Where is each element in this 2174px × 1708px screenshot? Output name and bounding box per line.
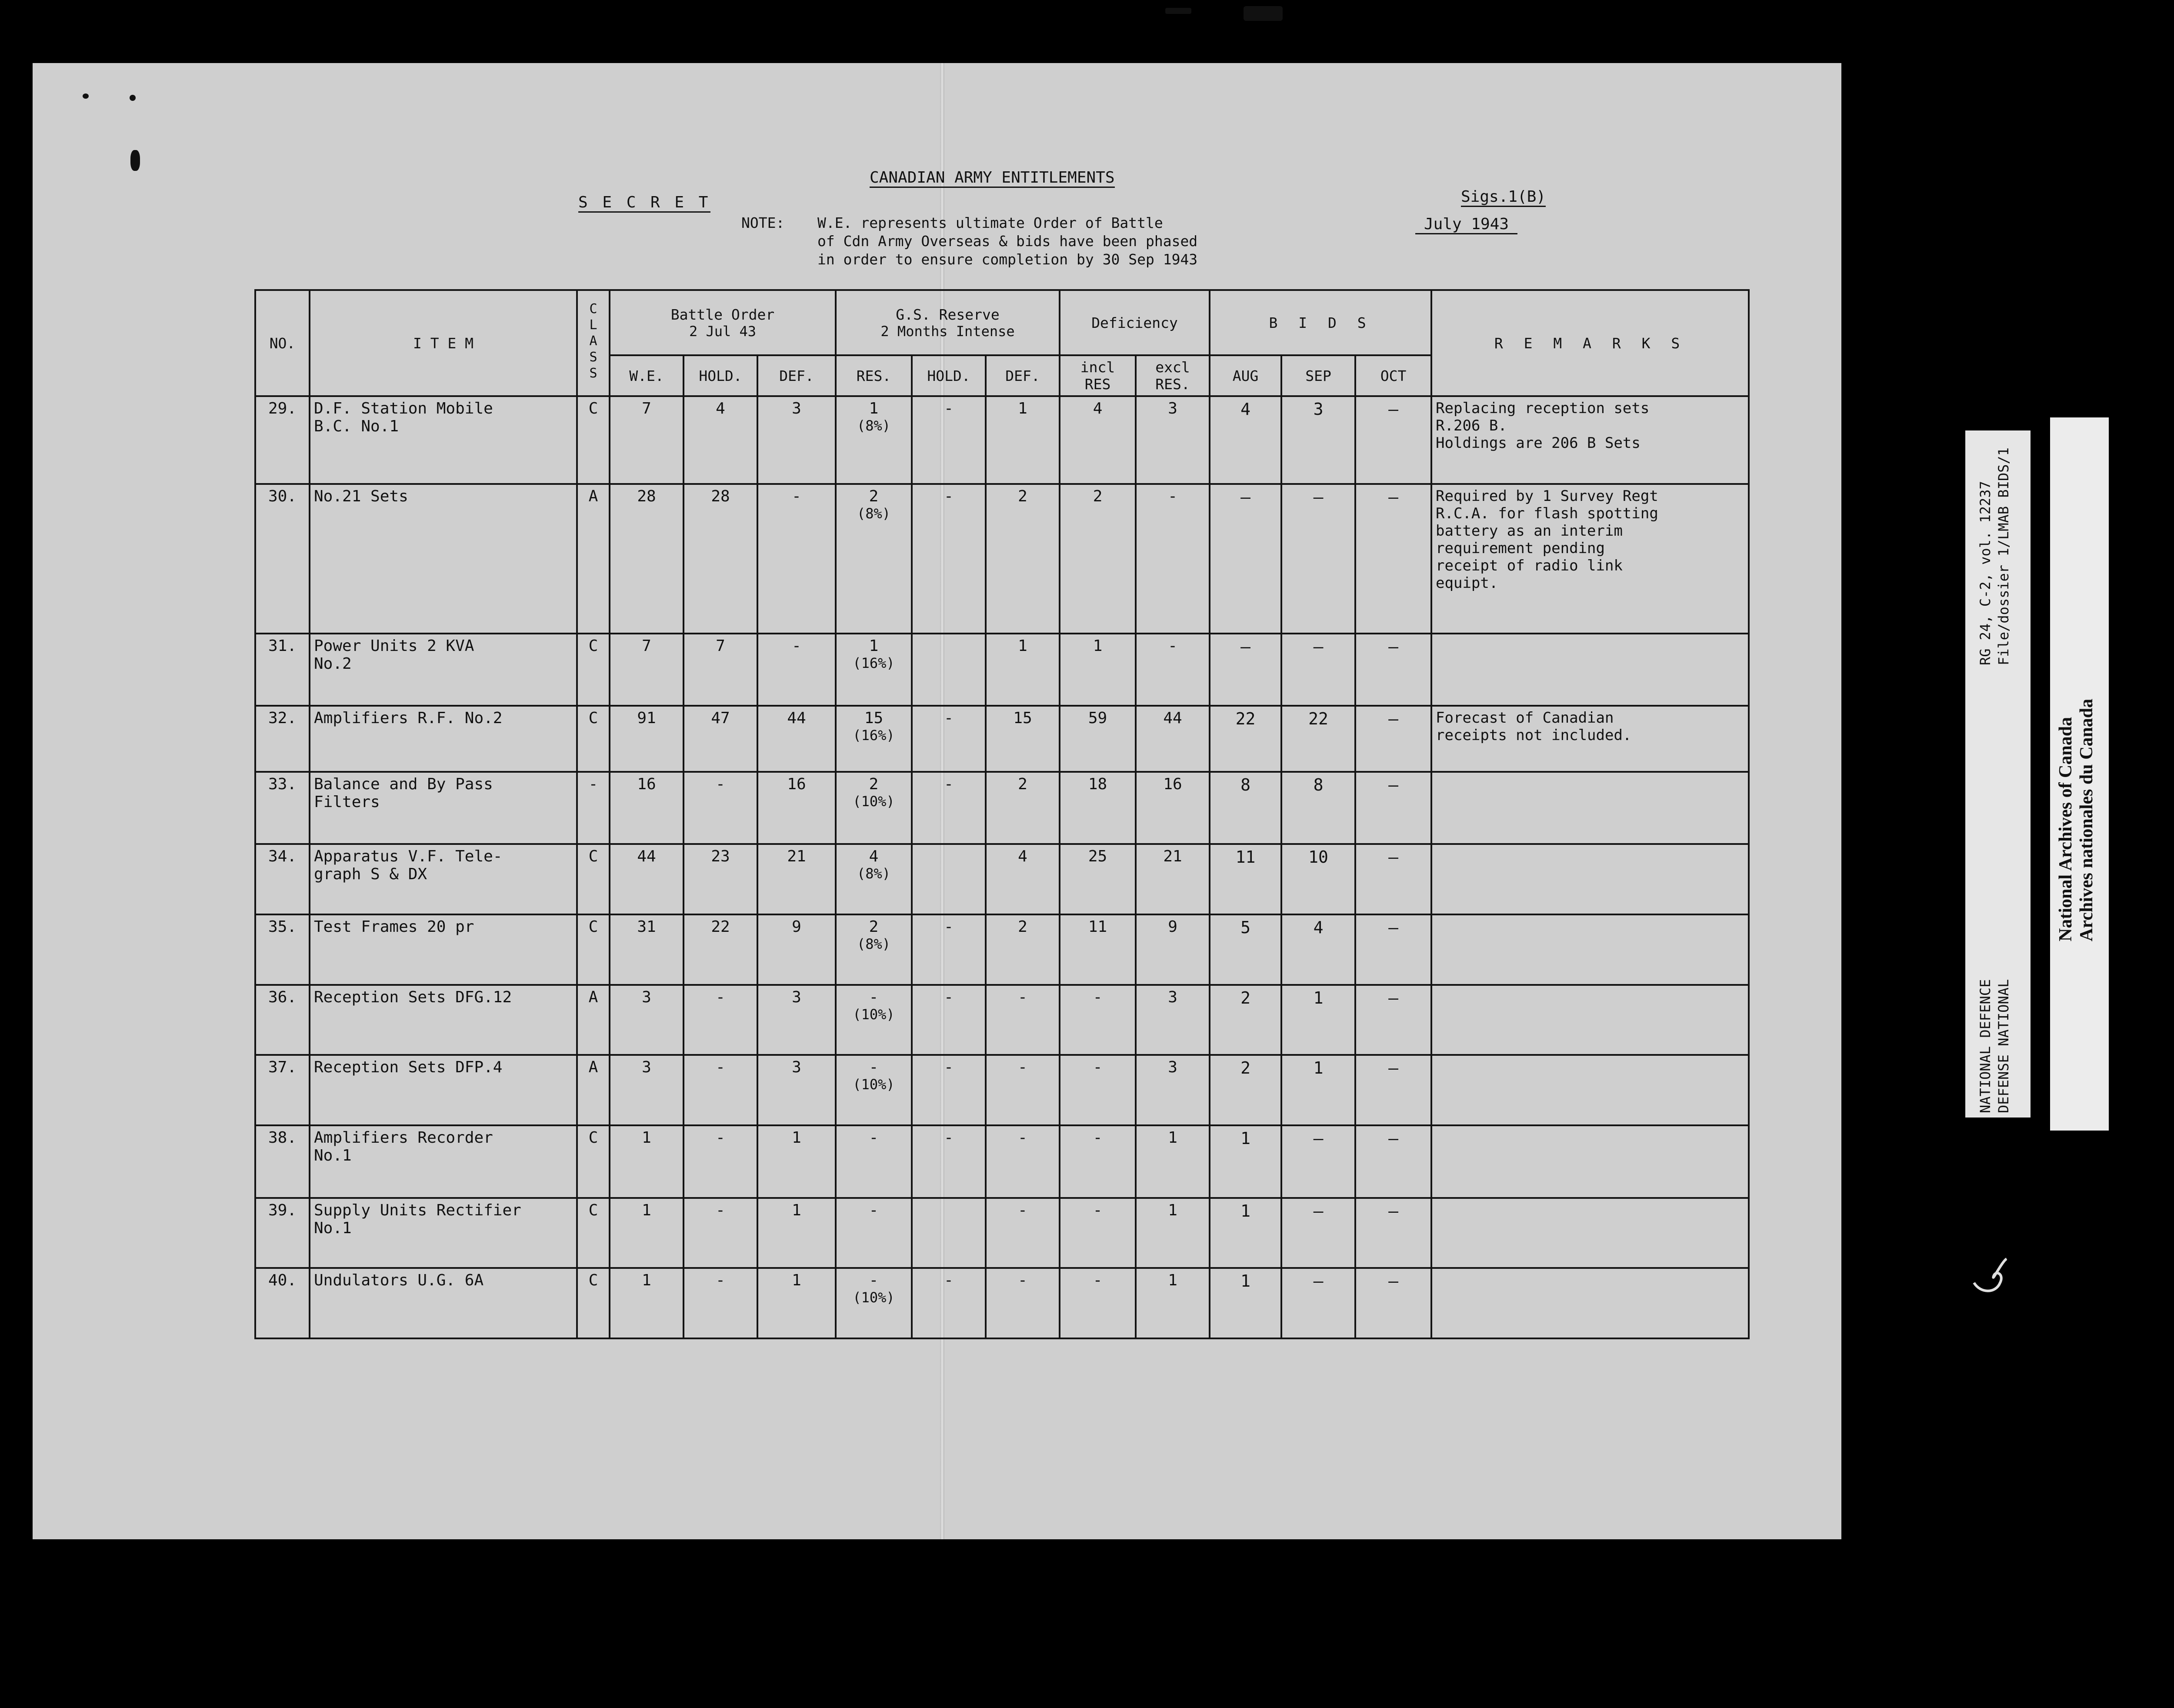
deficiency-excl-value: 1 bbox=[1136, 1268, 1210, 1338]
reserve-qty: 15 bbox=[864, 709, 884, 727]
deficit-value: 3 bbox=[757, 396, 836, 484]
we-value: 91 bbox=[610, 706, 684, 772]
table-row bbox=[255, 1055, 1749, 1125]
col-def-header: DEF. bbox=[757, 355, 836, 396]
bid-aug-value: 1 bbox=[1210, 1198, 1281, 1268]
reserve-deficit-value: 1 bbox=[986, 396, 1060, 484]
deficiency-header: Deficiency bbox=[1060, 290, 1210, 355]
reserve-percent: (10%) bbox=[853, 1076, 895, 1093]
class-code: C bbox=[577, 1125, 610, 1198]
bid-aug-value: 1 bbox=[1210, 1268, 1281, 1338]
reserve-holding-value: - bbox=[912, 396, 986, 484]
reserve-percent: (8%) bbox=[857, 505, 891, 522]
table-row bbox=[255, 1268, 1749, 1338]
item-name: Amplifiers Recorder No.1 bbox=[310, 1125, 577, 1198]
deficiency-incl-value: 25 bbox=[1060, 844, 1136, 914]
bid-aug-value: 2 bbox=[1210, 1055, 1281, 1125]
reserve-percent: (8%) bbox=[857, 865, 891, 882]
reserve-percent: (10%) bbox=[853, 793, 895, 810]
reserve-percent: (8%) bbox=[857, 936, 891, 953]
class-code: A bbox=[577, 985, 610, 1055]
ink-speck bbox=[130, 150, 140, 171]
document-heading: CANADIAN ARMY ENTITLEMENTS bbox=[870, 169, 1115, 188]
reserve-deficit-value: 2 bbox=[986, 914, 1060, 985]
bid-sep-value: — bbox=[1281, 634, 1355, 706]
row-number: 40. bbox=[255, 1268, 310, 1338]
reserve-holding-value: - bbox=[912, 706, 986, 772]
row-number: 32. bbox=[255, 706, 310, 772]
reserve-qty: - bbox=[869, 988, 879, 1006]
reserve-qty: 4 bbox=[869, 847, 879, 866]
reserve-qty: 2 bbox=[869, 918, 879, 936]
archives-nationales-line: Archives nationales du Canada bbox=[2077, 698, 2097, 941]
row-number: 39. bbox=[255, 1198, 310, 1268]
deficiency-incl-value: 18 bbox=[1060, 772, 1136, 844]
reserve-value bbox=[836, 396, 912, 484]
reserve-value bbox=[836, 484, 912, 633]
deficit-value: 1 bbox=[757, 1268, 836, 1338]
we-value: 31 bbox=[610, 914, 684, 985]
remarks-text bbox=[1431, 634, 1749, 706]
deficiency-excl-value: 3 bbox=[1136, 396, 1210, 484]
reserve-percent: (10%) bbox=[853, 1289, 895, 1306]
row-number: 31. bbox=[255, 634, 310, 706]
reserve-deficit-value: 1 bbox=[986, 634, 1060, 706]
defense-nationale-line: DEFENSE NATIONAL bbox=[1995, 979, 2012, 1113]
item-name: Supply Units Rectifier No.1 bbox=[310, 1198, 577, 1268]
bid-aug-value: 22 bbox=[1210, 706, 1281, 772]
col-hold-header: HOLD. bbox=[684, 355, 757, 396]
reference-number: Sigs.1(B) bbox=[1461, 188, 1546, 207]
row-number: 33. bbox=[255, 772, 310, 844]
document-date: July 1943 bbox=[1415, 215, 1517, 234]
deficiency-incl-value: - bbox=[1060, 1125, 1136, 1198]
col-sep-header: SEP bbox=[1281, 355, 1355, 396]
reserve-deficit-value: - bbox=[986, 1055, 1060, 1125]
class-code: - bbox=[577, 772, 610, 844]
reserve-holding-value: - bbox=[912, 772, 986, 844]
item-name: D.F. Station Mobile B.C. No.1 bbox=[310, 396, 577, 484]
note-line: W.E. represents ultimate Order of Battle bbox=[817, 214, 1163, 231]
deficiency-incl-value: 1 bbox=[1060, 634, 1136, 706]
class-code: C bbox=[577, 706, 610, 772]
holding-value: 22 bbox=[684, 914, 757, 985]
deficiency-incl-value: 59 bbox=[1060, 706, 1136, 772]
remarks-text bbox=[1431, 844, 1749, 914]
remarks-text bbox=[1431, 1125, 1749, 1198]
table-row bbox=[255, 1198, 1749, 1268]
bid-aug-value: 8 bbox=[1210, 772, 1281, 844]
deficiency-incl-value: - bbox=[1060, 1268, 1136, 1338]
table-body bbox=[255, 396, 1749, 1338]
deficiency-incl-value: 2 bbox=[1060, 484, 1136, 633]
deficiency-incl-value: - bbox=[1060, 985, 1136, 1055]
deficiency-excl-value: 1 bbox=[1136, 1125, 1210, 1198]
col-aug-header: AUG bbox=[1210, 355, 1281, 396]
we-value: 3 bbox=[610, 985, 684, 1055]
gs-reserve-period: 2 Months Intense bbox=[880, 323, 1015, 340]
we-value: 3 bbox=[610, 1055, 684, 1125]
reserve-holding-value bbox=[912, 844, 986, 914]
reserve-percent: (8%) bbox=[857, 417, 891, 434]
item-name: Balance and By Pass Filters bbox=[310, 772, 577, 844]
deficit-value: 9 bbox=[757, 914, 836, 985]
bid-sep-value: — bbox=[1281, 1268, 1355, 1338]
item-name: Reception Sets DFP.4 bbox=[310, 1055, 577, 1125]
bid-oct-value: — bbox=[1355, 706, 1431, 772]
holding-value: 4 bbox=[684, 396, 757, 484]
reserve-percent: (10%) bbox=[853, 1006, 895, 1023]
col-class-header bbox=[577, 290, 610, 396]
bid-sep-value: 1 bbox=[1281, 1055, 1355, 1125]
remarks-text: Replacing reception sets R.206 B. Holdings are 206 B Sets bbox=[1431, 396, 1749, 484]
item-name: Apparatus V.F. Tele- graph S & DX bbox=[310, 844, 577, 914]
remarks-text bbox=[1431, 985, 1749, 1055]
reserve-qty: - bbox=[869, 1058, 879, 1077]
reserve-holding-value: - bbox=[912, 1268, 986, 1338]
deficit-value: - bbox=[757, 484, 836, 633]
reserve-value bbox=[836, 1268, 912, 1338]
bid-sep-value: 8 bbox=[1281, 772, 1355, 844]
deficiency-incl-value: - bbox=[1060, 1198, 1136, 1268]
we-value: 1 bbox=[610, 1268, 684, 1338]
deficit-value: - bbox=[757, 634, 836, 706]
reserve-qty: 1 bbox=[869, 637, 879, 655]
deficiency-excl-value: 3 bbox=[1136, 1055, 1210, 1125]
battle-order-title: Battle Order bbox=[670, 306, 775, 323]
battle-order-header bbox=[610, 290, 836, 355]
reserve-deficit-value: 4 bbox=[986, 844, 1060, 914]
class-code: A bbox=[577, 1055, 610, 1125]
bid-oct-value: — bbox=[1355, 1055, 1431, 1125]
we-value: 7 bbox=[610, 634, 684, 706]
table-row bbox=[255, 706, 1749, 772]
ink-speck bbox=[130, 95, 136, 101]
reserve-qty: - bbox=[869, 1201, 879, 1219]
reserve-value bbox=[836, 1055, 912, 1125]
item-name: Undulators U.G. 6A bbox=[310, 1268, 577, 1338]
note-label: NOTE: bbox=[741, 214, 785, 231]
col-item-header: I T E M bbox=[310, 290, 577, 396]
reserve-qty: 2 bbox=[869, 775, 879, 793]
col-hold2-header: HOLD. bbox=[912, 355, 986, 396]
bid-aug-value: 1 bbox=[1210, 1125, 1281, 1198]
bid-sep-value: 22 bbox=[1281, 706, 1355, 772]
header-row-group bbox=[255, 290, 1749, 355]
item-name: Amplifiers R.F. No.2 bbox=[310, 706, 577, 772]
col-oct-header: OCT bbox=[1355, 355, 1431, 396]
holding-value: - bbox=[684, 1055, 757, 1125]
we-value: 1 bbox=[610, 1198, 684, 1268]
class-code: C bbox=[577, 844, 610, 914]
note-line: of Cdn Army Overseas & bids have been phased bbox=[817, 233, 1198, 250]
table-row bbox=[255, 985, 1749, 1055]
bid-aug-value: 11 bbox=[1210, 844, 1281, 914]
reserve-qty: 2 bbox=[869, 487, 879, 506]
reserve-deficit-value: 15 bbox=[986, 706, 1060, 772]
reserve-deficit-value: - bbox=[986, 1268, 1060, 1338]
bid-oct-value: — bbox=[1355, 914, 1431, 985]
bid-aug-value: — bbox=[1210, 484, 1281, 633]
battle-order-date: 2 Jul 43 bbox=[689, 323, 757, 340]
table-row bbox=[255, 772, 1749, 844]
deficiency-excl-value: 9 bbox=[1136, 914, 1210, 985]
reserve-percent: (16%) bbox=[853, 727, 895, 744]
deficiency-excl-value: 44 bbox=[1136, 706, 1210, 772]
secret-label: S E C R E T bbox=[578, 193, 710, 213]
reserve-holding-value: - bbox=[912, 1055, 986, 1125]
deficiency-incl-value: - bbox=[1060, 1055, 1136, 1125]
holding-value: - bbox=[684, 772, 757, 844]
reserve-qty: - bbox=[869, 1271, 879, 1290]
bid-sep-value: 10 bbox=[1281, 844, 1355, 914]
we-value: 44 bbox=[610, 844, 684, 914]
bid-sep-value: — bbox=[1281, 1125, 1355, 1198]
bid-oct-value: — bbox=[1355, 985, 1431, 1055]
reserve-deficit-value: - bbox=[986, 1125, 1060, 1198]
bid-aug-value: — bbox=[1210, 634, 1281, 706]
class-code: C bbox=[577, 1268, 610, 1338]
remarks-header: R E M A R K S bbox=[1431, 290, 1749, 396]
reserve-value bbox=[836, 1198, 912, 1268]
deficiency-excl-value: 3 bbox=[1136, 985, 1210, 1055]
reserve-deficit-value: - bbox=[986, 1198, 1060, 1268]
reserve-holding-value bbox=[912, 634, 986, 706]
deficiency-excl-value: 16 bbox=[1136, 772, 1210, 844]
bid-sep-value: 3 bbox=[1281, 396, 1355, 484]
col-excl-res-header: excl RES. bbox=[1136, 355, 1210, 396]
we-value: 28 bbox=[610, 484, 684, 633]
deficit-value: 1 bbox=[757, 1125, 836, 1198]
national-archives-line: National Archives of Canada bbox=[2056, 717, 2076, 941]
reserve-holding-value: - bbox=[912, 1125, 986, 1198]
entitlements-table bbox=[254, 289, 1750, 1339]
pen-mark bbox=[1965, 1252, 2013, 1300]
row-number: 36. bbox=[255, 985, 310, 1055]
bid-sep-value: — bbox=[1281, 1198, 1355, 1268]
reserve-holding-value: - bbox=[912, 914, 986, 985]
holding-value: - bbox=[684, 985, 757, 1055]
class-code: C bbox=[577, 914, 610, 985]
row-number: 30. bbox=[255, 484, 310, 633]
class-code: C bbox=[577, 396, 610, 484]
table-row bbox=[255, 914, 1749, 985]
row-number: 34. bbox=[255, 844, 310, 914]
col-res-header: RES. bbox=[836, 355, 912, 396]
table-row bbox=[255, 1125, 1749, 1198]
bid-oct-value: — bbox=[1355, 634, 1431, 706]
we-value: 16 bbox=[610, 772, 684, 844]
item-name: Power Units 2 KVA No.2 bbox=[310, 634, 577, 706]
remarks-text bbox=[1431, 1198, 1749, 1268]
bid-oct-value: — bbox=[1355, 1125, 1431, 1198]
bid-sep-value: 1 bbox=[1281, 985, 1355, 1055]
bid-oct-value: — bbox=[1355, 1268, 1431, 1338]
deficit-value: 3 bbox=[757, 1055, 836, 1125]
deficit-value: 3 bbox=[757, 985, 836, 1055]
class-code: C bbox=[577, 1198, 610, 1268]
bid-oct-value: — bbox=[1355, 396, 1431, 484]
reserve-qty: - bbox=[869, 1129, 879, 1147]
class-code: C bbox=[577, 634, 610, 706]
bids-header: B I D S bbox=[1210, 290, 1431, 355]
col-we-header: W.E. bbox=[610, 355, 684, 396]
reserve-value bbox=[836, 1125, 912, 1198]
reserve-deficit-value: 2 bbox=[986, 772, 1060, 844]
holding-value: - bbox=[684, 1125, 757, 1198]
deficiency-excl-value: 1 bbox=[1136, 1198, 1210, 1268]
gs-reserve-title: G.S. Reserve bbox=[896, 306, 1000, 323]
reserve-holding-value: - bbox=[912, 484, 986, 633]
col-no-header: NO. bbox=[255, 290, 310, 396]
reserve-holding-value: - bbox=[912, 985, 986, 1055]
reserve-value bbox=[836, 844, 912, 914]
holding-value: - bbox=[684, 1198, 757, 1268]
reserve-percent: (16%) bbox=[853, 654, 895, 671]
reserve-value bbox=[836, 772, 912, 844]
row-number: 38. bbox=[255, 1125, 310, 1198]
table-row bbox=[255, 396, 1749, 484]
bid-aug-value: 4 bbox=[1210, 396, 1281, 484]
ink-speck bbox=[1244, 6, 1283, 21]
row-number: 37. bbox=[255, 1055, 310, 1125]
holding-value: 47 bbox=[684, 706, 757, 772]
reserve-value bbox=[836, 634, 912, 706]
archive-file-line: File/dossier 1/LMAB BIDS/1 bbox=[1995, 447, 2012, 665]
ink-speck bbox=[83, 93, 89, 99]
deficiency-incl-value: 4 bbox=[1060, 396, 1136, 484]
bid-oct-value: — bbox=[1355, 844, 1431, 914]
reserve-value bbox=[836, 706, 912, 772]
bid-sep-value: 4 bbox=[1281, 914, 1355, 985]
item-name: Test Frames 20 pr bbox=[310, 914, 577, 985]
deficit-value: 16 bbox=[757, 772, 836, 844]
we-value: 7 bbox=[610, 396, 684, 484]
archive-reference-line: RG 24, C-2, vol. 12237 bbox=[1977, 481, 1994, 665]
ink-speck bbox=[1165, 8, 1191, 14]
remarks-text bbox=[1431, 1268, 1749, 1338]
item-name: Reception Sets DFG.12 bbox=[310, 985, 577, 1055]
deficiency-excl-value: - bbox=[1136, 634, 1210, 706]
bid-sep-value: — bbox=[1281, 484, 1355, 633]
col-incl-res-header: incl RES bbox=[1060, 355, 1136, 396]
reserve-holding-value bbox=[912, 1198, 986, 1268]
bid-oct-value: — bbox=[1355, 484, 1431, 633]
remarks-text bbox=[1431, 914, 1749, 985]
note-line: in order to ensure completion by 30 Sep 1943 bbox=[817, 251, 1198, 268]
national-defence-line: NATIONAL DEFENCE bbox=[1977, 979, 1994, 1113]
bid-aug-value: 5 bbox=[1210, 914, 1281, 985]
bid-aug-value: 2 bbox=[1210, 985, 1281, 1055]
remarks-text: Required by 1 Survey Regt R.C.A. for flash spotting battery as an interim requirement pending receipt of radio link equipt. bbox=[1431, 484, 1749, 633]
remarks-text bbox=[1431, 772, 1749, 844]
col-def2-header: DEF. bbox=[986, 355, 1060, 396]
remarks-text bbox=[1431, 1055, 1749, 1125]
class-code: A bbox=[577, 484, 610, 633]
item-name: No.21 Sets bbox=[310, 484, 577, 633]
table-row bbox=[255, 634, 1749, 706]
reserve-value bbox=[836, 985, 912, 1055]
bid-oct-value: — bbox=[1355, 1198, 1431, 1268]
deficit-value: 1 bbox=[757, 1198, 836, 1268]
class-header-text: CLASS bbox=[586, 301, 601, 382]
reserve-value bbox=[836, 914, 912, 985]
remarks-text: Forecast of Canadian receipts not included. bbox=[1431, 706, 1749, 772]
holding-value: 28 bbox=[684, 484, 757, 633]
reserve-deficit-value: 2 bbox=[986, 484, 1060, 633]
reserve-qty: 1 bbox=[869, 400, 879, 417]
gs-reserve-header bbox=[836, 290, 1060, 355]
holding-value: 7 bbox=[684, 634, 757, 706]
table-row bbox=[255, 484, 1749, 633]
table-row bbox=[255, 844, 1749, 914]
deficiency-excl-value: 21 bbox=[1136, 844, 1210, 914]
deficiency-incl-value: 11 bbox=[1060, 914, 1136, 985]
holding-value: - bbox=[684, 1268, 757, 1338]
row-number: 35. bbox=[255, 914, 310, 985]
bid-oct-value: — bbox=[1355, 772, 1431, 844]
reserve-deficit-value: - bbox=[986, 985, 1060, 1055]
deficit-value: 44 bbox=[757, 706, 836, 772]
deficit-value: 21 bbox=[757, 844, 836, 914]
row-number: 29. bbox=[255, 396, 310, 484]
deficiency-excl-value: - bbox=[1136, 484, 1210, 633]
holding-value: 23 bbox=[684, 844, 757, 914]
we-value: 1 bbox=[610, 1125, 684, 1198]
